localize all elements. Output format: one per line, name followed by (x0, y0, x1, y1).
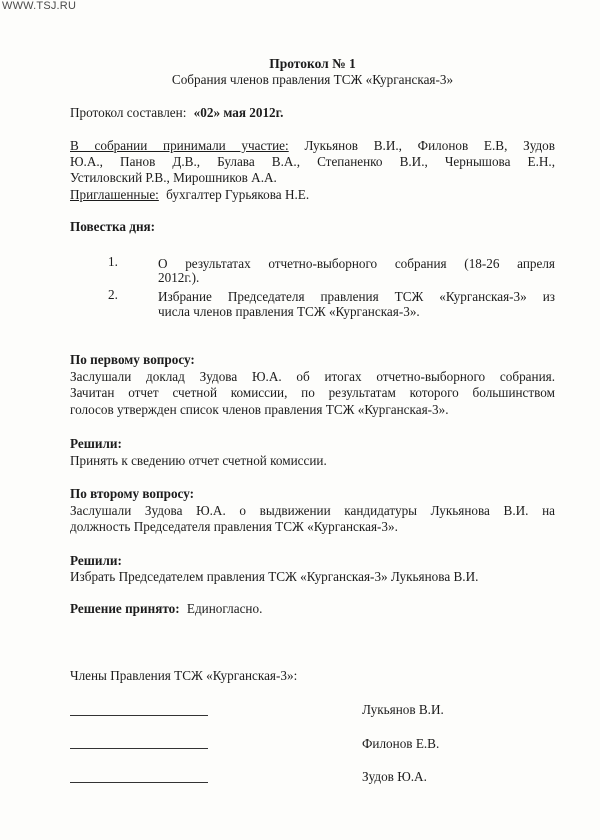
invited-label: Приглашенные: (70, 187, 159, 202)
document-subtitle: Собрания членов правления ТСЖ «Курганская-3» (171, 72, 454, 87)
signature-line-1 (70, 715, 208, 716)
watermark-text: WWW.TSJ.RU (2, 0, 77, 12)
decision-value: Единогласно. (186, 601, 263, 616)
agenda-item-2-line-1: Избрание Председателя правления ТСЖ «Курганская-3» из (158, 289, 555, 304)
q1-line-3: голосов утвержден список членов правления ТСЖ «Курганская-3». (70, 402, 449, 417)
q2-decided-text: Избрать Председателем правления ТСЖ «Курганская-3» Лукьянова В.И. (70, 569, 479, 584)
q1-decided-text: Принять к сведению отчет счетной комиссии. (70, 453, 327, 468)
q2-line-2: должность Председателя правления ТСЖ «Курганская-3». (70, 519, 398, 534)
signature-line-2 (70, 748, 208, 749)
agenda-item-1-line-2: 2012г.). (158, 270, 200, 285)
signatures-title: Члены Правления ТСЖ «Курганская-3»: (70, 668, 298, 683)
signature-name-1: Лукьянов В.И. (362, 702, 444, 717)
decision-label: Решение принято: (70, 601, 180, 616)
q1-title: По первому вопросу: (70, 352, 195, 367)
document-title: Протокол № 1 (269, 56, 356, 71)
participants-line-2: Ю.А., Панов Д.В., Булава В.А., Степаненко В.И., Чернышова Е.Н., (70, 154, 555, 169)
q2-decided-title: Решили: (70, 553, 122, 568)
agenda-item-1-number: 1. (108, 254, 118, 269)
agenda-title: Повестка дня: (70, 219, 156, 234)
agenda-item-2-line-2: числа членов правления ТСЖ «Курганская-3». (158, 304, 420, 319)
participants-names-1: Лукьянов В.И., Филонов Е.В, Зудов (304, 138, 555, 153)
signature-name-2: Филонов Е.В. (362, 736, 440, 751)
invited-value: бухгалтер Гурьякова Н.Е. (166, 187, 310, 202)
decision-line (70, 601, 262, 617)
composed-label: Протокол составлен: (70, 105, 187, 120)
participants-label: В собрании принимали участие: (70, 138, 289, 153)
participants-line-1 (70, 138, 555, 154)
composed-date: «02» мая 2012г. (193, 105, 284, 120)
agenda-item-1-line-1: О результатах отчетно-выборного собрания (18-26 апреля (158, 256, 555, 271)
invited-line (70, 187, 309, 203)
participants-line-3: Устиловский Р.В., Мирошников А.А. (70, 170, 277, 185)
signature-name-3: Зудов Ю.А. (362, 769, 427, 784)
signature-line-3 (70, 782, 208, 783)
agenda-item-2-number: 2. (108, 287, 118, 302)
q2-title: По второму вопросу: (70, 486, 195, 501)
q1-line-1: Заслушали доклад Зудова Ю.А. об итогах отчетно-выборного собрания. (70, 369, 555, 384)
q1-line-2: Зачитан отчет счетной комиссии, по результатам которого большинством (70, 385, 555, 400)
q2-line-1: Заслушали Зудова Ю.А. о выдвижении кандидатуры Лукьянова В.И. на (70, 503, 555, 518)
q1-decided-title: Решили: (70, 436, 122, 451)
composed-line (70, 105, 283, 121)
